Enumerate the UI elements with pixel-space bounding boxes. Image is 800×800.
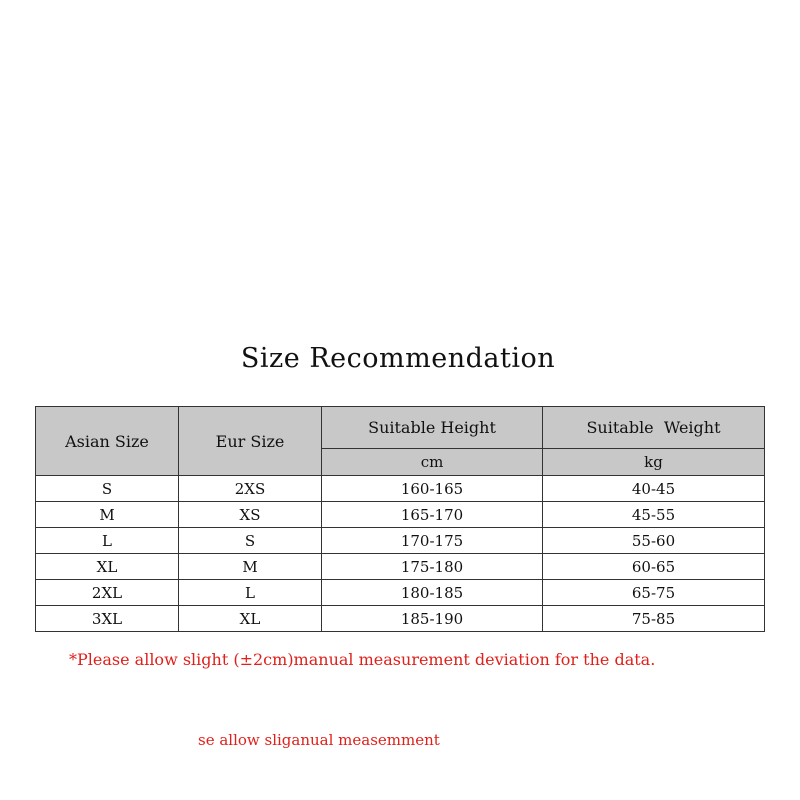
cell-height: 175-180 bbox=[322, 554, 543, 580]
cell-height: 170-175 bbox=[322, 528, 543, 554]
table-row bbox=[36, 502, 765, 528]
cell-asian-size: S bbox=[36, 476, 179, 502]
cell-asian-size: L bbox=[36, 528, 179, 554]
table-row bbox=[36, 528, 765, 554]
cell-eur-size: L bbox=[179, 580, 322, 606]
table-row bbox=[36, 554, 765, 580]
cell-asian-size: XL bbox=[36, 554, 179, 580]
header-weight-unit: kg bbox=[543, 449, 765, 476]
cell-height: 185-190 bbox=[322, 606, 543, 632]
table-row bbox=[36, 606, 765, 632]
cell-height: 180-185 bbox=[322, 580, 543, 606]
table-header-row bbox=[36, 407, 765, 449]
header-height-unit: cm bbox=[322, 449, 543, 476]
measurement-note: *Please allow slight (±2cm)manual measurement deviation for the data. bbox=[69, 650, 656, 669]
cell-weight: 65-75 bbox=[543, 580, 765, 606]
measurement-note-fragment: se allow sliganual measemment bbox=[198, 731, 440, 749]
cell-weight: 60-65 bbox=[543, 554, 765, 580]
cell-asian-size: M bbox=[36, 502, 179, 528]
table-row bbox=[36, 476, 765, 502]
cell-eur-size: M bbox=[179, 554, 322, 580]
header-suitable-height: Suitable Height bbox=[322, 407, 543, 449]
cell-eur-size: S bbox=[179, 528, 322, 554]
cell-weight: 75-85 bbox=[543, 606, 765, 632]
header-suitable-weight: Suitable Weight bbox=[543, 407, 765, 449]
cell-asian-size: 3XL bbox=[36, 606, 179, 632]
header-eur-size: Eur Size bbox=[179, 407, 322, 476]
cell-weight: 55-60 bbox=[543, 528, 765, 554]
cell-weight: 40-45 bbox=[543, 476, 765, 502]
table-row bbox=[36, 580, 765, 606]
cell-height: 160-165 bbox=[322, 476, 543, 502]
header-asian-size: Asian Size bbox=[36, 407, 179, 476]
cell-eur-size: XS bbox=[179, 502, 322, 528]
cell-asian-size: 2XL bbox=[36, 580, 179, 606]
page-title: Size Recommendation bbox=[240, 343, 556, 374]
cell-eur-size: 2XS bbox=[179, 476, 322, 502]
cell-weight: 45-55 bbox=[543, 502, 765, 528]
size-table bbox=[35, 406, 765, 632]
cell-eur-size: XL bbox=[179, 606, 322, 632]
cell-height: 165-170 bbox=[322, 502, 543, 528]
